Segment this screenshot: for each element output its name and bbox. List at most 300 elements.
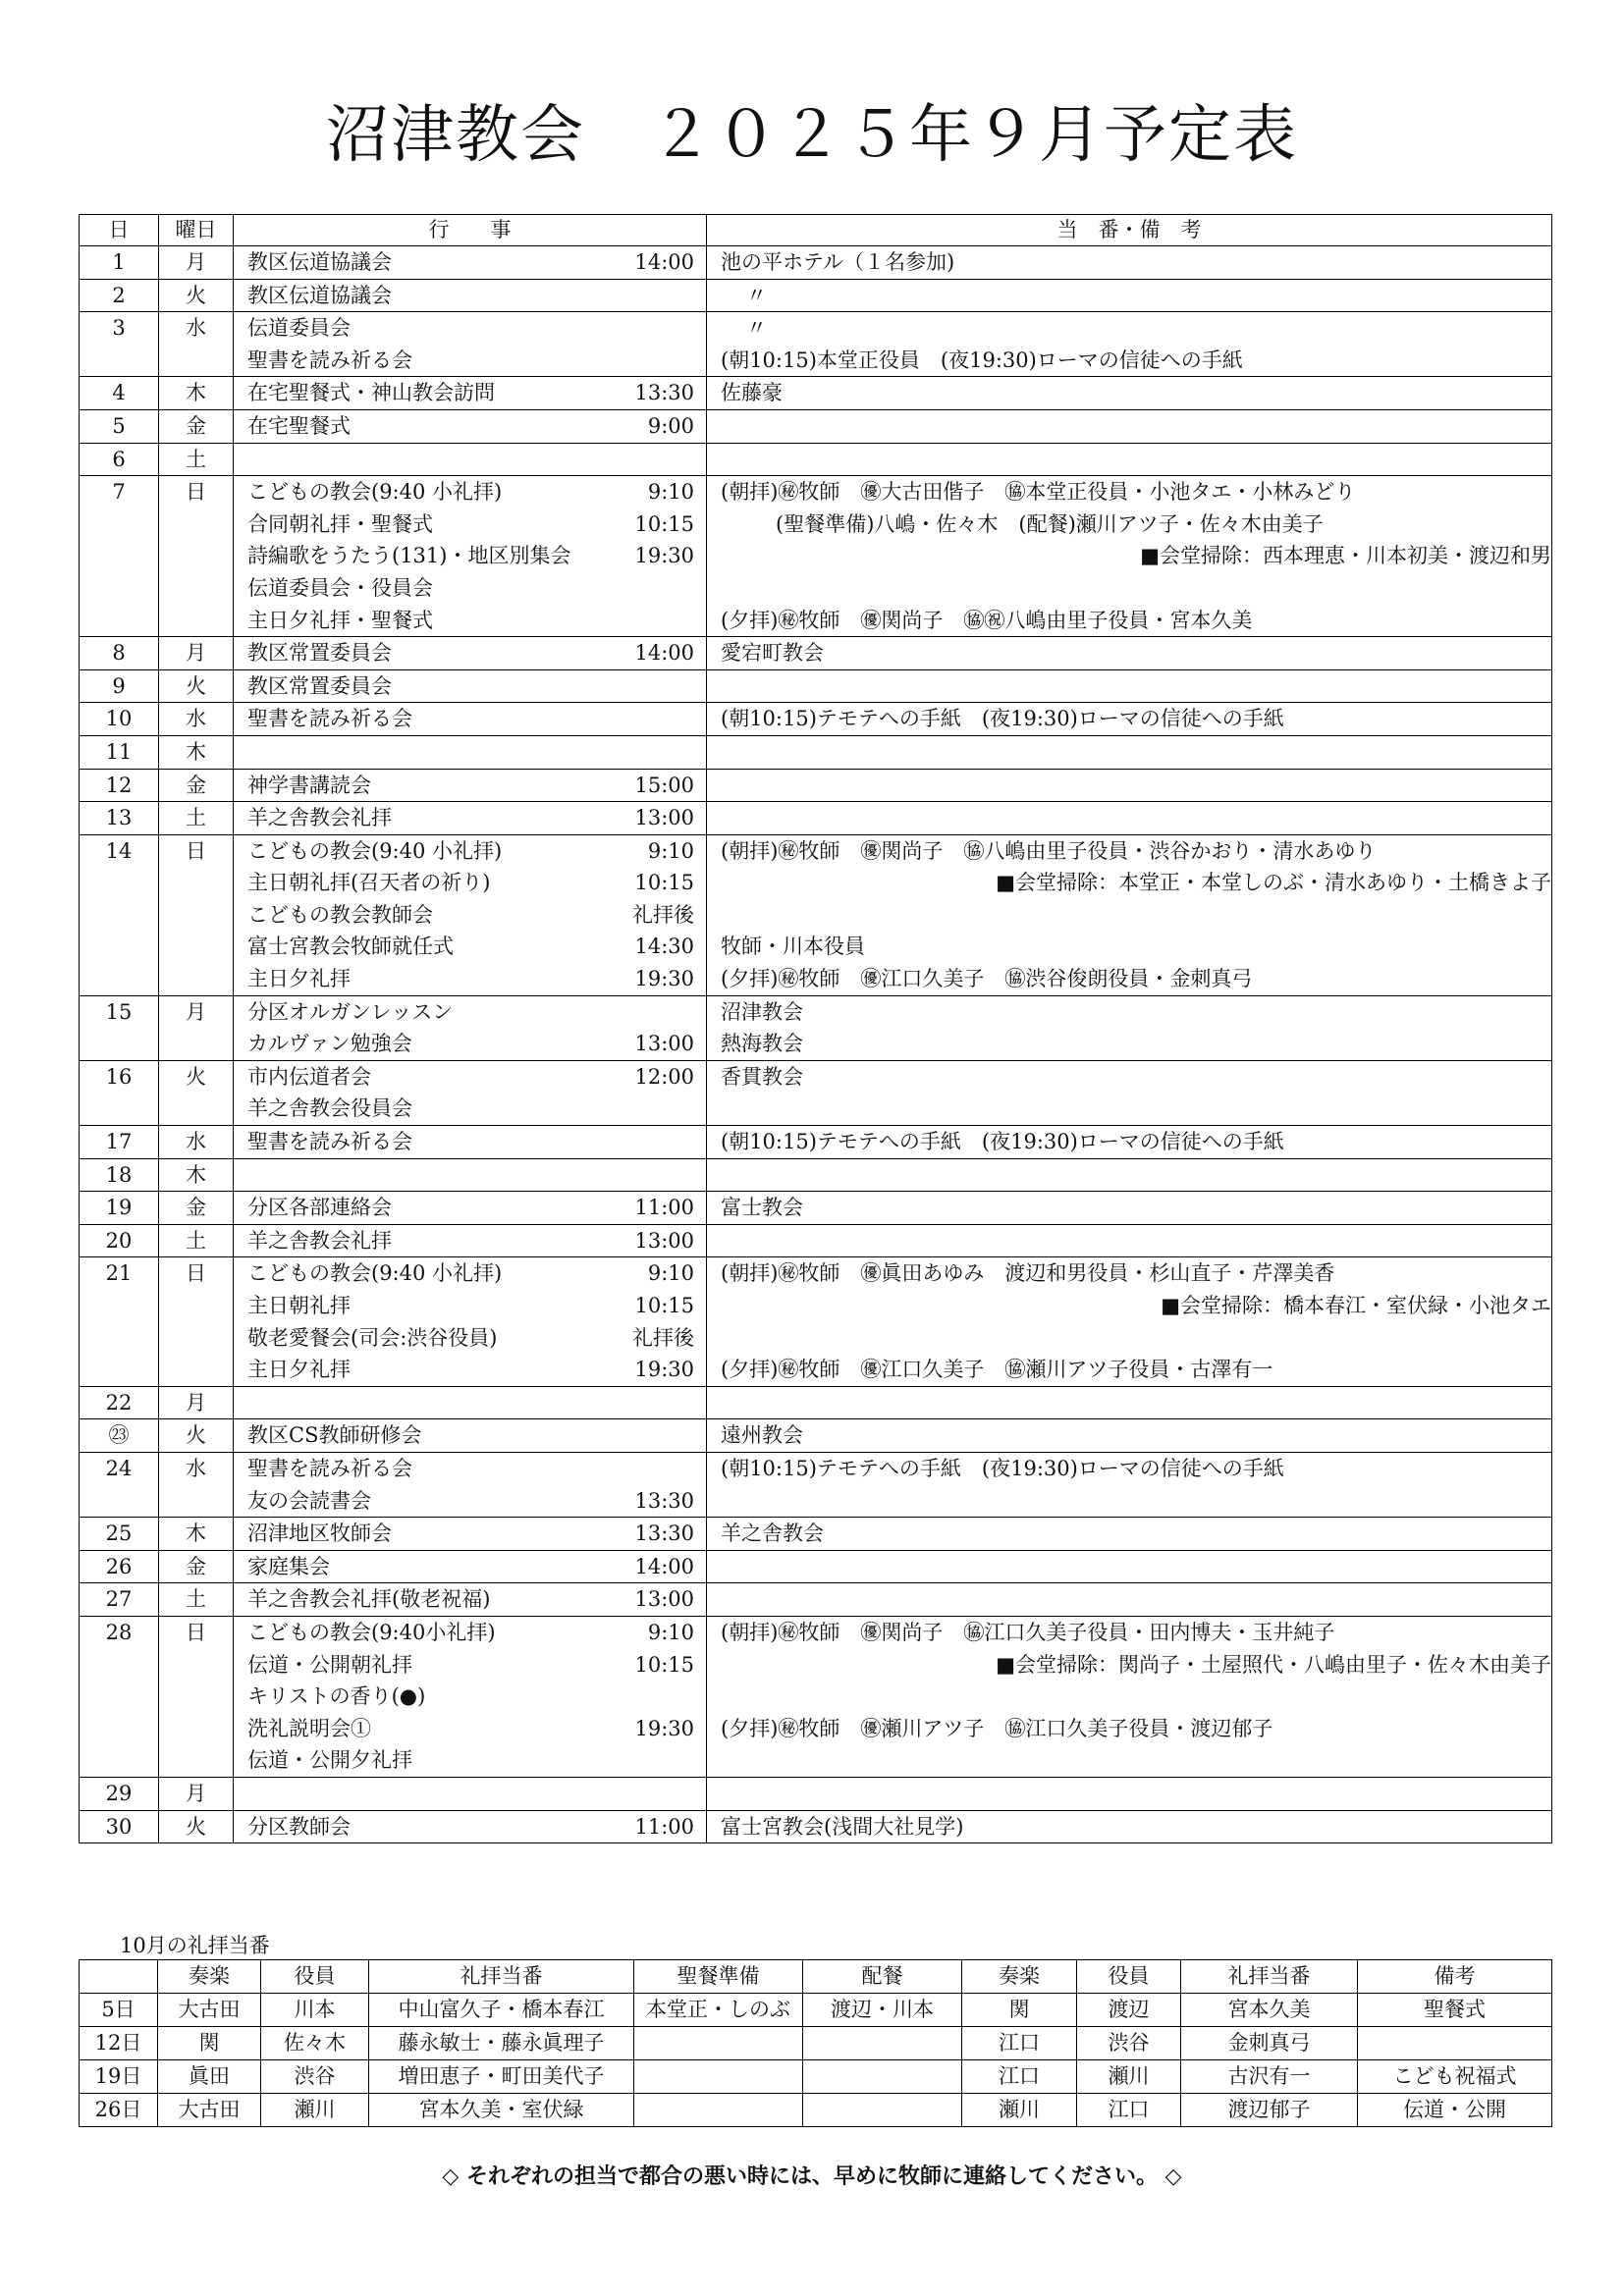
event-time: 13:00 [634,1032,694,1056]
event-line [234,377,706,409]
event-name: こどもの教会(9:40 小礼拝) [247,480,503,505]
event-name: 教区常置委員会 [247,641,392,666]
events-cell [234,1060,707,1125]
event-name: 教区CS教師研修会 [247,1423,422,1448]
schedule-row [80,1224,1552,1257]
event-time: 14:00 [634,1554,694,1578]
day-cell: 6 [80,443,159,476]
note-line: ■会堂掃除：本堂正・本堂しのぶ・清水あゆり・土橋きよ子 [996,871,1551,895]
event-time: 9:10 [647,838,694,863]
header-weekday: 曜日 [159,215,234,246]
notes-cell [707,377,1552,410]
event-line [234,1028,706,1060]
schedule-row [80,1386,1552,1419]
october-header-cell: 備考 [1358,1960,1552,1994]
day-cell: 1 [80,246,159,280]
day-cell: 27 [80,1583,159,1617]
weekday-cell: 日 [159,834,234,995]
event-line [234,996,706,1029]
event-name: 主日夕礼拝 [247,1358,351,1382]
october-cell [803,2027,962,2060]
event-line [234,770,706,802]
events-cell [234,1224,707,1257]
note-line: 〃 [746,283,767,307]
event-name: 分区教師会 [247,1814,351,1839]
event-name: 伝道・公開夕礼拝 [247,1748,412,1773]
event-line [234,508,706,541]
october-header-cell: 礼拝当番 [1181,1960,1358,1994]
schedule-row [80,443,1552,476]
october-cell: 渡辺郁子 [1181,2094,1358,2127]
event-line [234,802,706,834]
weekday-cell: 土 [159,1583,234,1617]
events-cell [234,802,707,835]
event-name: 主日夕礼拝・聖餐式 [247,608,433,632]
schedule-row [80,1158,1552,1192]
october-cell: 瀬川 [261,2094,369,2127]
note-line: (夕拝)㊙牧師 ㊝江口久美子 ㊯瀬川アツ子役員・古澤有一 [721,1358,1273,1382]
weekday-cell: 木 [159,377,234,410]
event-line [234,345,706,377]
event-line [234,1485,706,1518]
notes-cell [707,769,1552,802]
event-time: 9:10 [647,1261,694,1286]
october-cell: 大古田 [158,1994,261,2027]
note-line: 牧師・川本役員 [721,934,865,959]
event-time: 9:10 [647,480,694,505]
october-cell [1358,2027,1552,2060]
event-name: 沼津地区牧師会 [247,1522,392,1546]
events-cell [234,995,707,1060]
event-line [234,637,706,669]
event-name: 神学書講読会 [247,773,371,797]
notes-cell [707,802,1552,835]
note-line: (朝拝)㊙牧師 ㊝大古田偕子 ㊯本堂正役員・小池タエ・小林みどり [721,480,1356,505]
notes-cell [707,1419,1552,1453]
october-cell: こども祝福式 [1358,2060,1552,2094]
october-row [80,2094,1552,2127]
day-cell: 20 [80,1224,159,1257]
october-cell [634,2027,803,2060]
event-name: 羊之舎教会礼拝 [247,806,392,830]
october-cell: 瀬川 [962,2094,1077,2127]
october-cell: 佐々木 [261,2027,369,2060]
october-cell: 伝道・公開 [1358,2094,1552,2127]
event-name: 伝道委員会・役員会 [247,575,433,600]
october-cell: 渋谷 [261,2060,369,2094]
day-cell: 19 [80,1192,159,1225]
note-line: 富士宮教会(浅間大社見学) [721,1814,964,1839]
event-line [234,1551,706,1583]
notes-cell [707,834,1552,995]
event-name: 洗礼説明会① [247,1716,371,1740]
event-time: 19:30 [634,1358,694,1382]
event-line [234,312,706,345]
notes-cell [707,1777,1552,1810]
day-cell: 9 [80,669,159,703]
event-name: 分区オルガンレッスン [247,999,454,1024]
weekday-cell: 木 [159,1518,234,1551]
october-cell: 関 [158,2027,261,2060]
day-cell: 24 [80,1452,159,1517]
notes-cell [707,409,1552,443]
event-line [234,1518,706,1550]
event-time: 10:15 [634,871,694,895]
schedule-row [80,769,1552,802]
october-cell: 関 [962,1994,1077,2027]
notes-cell [707,246,1552,280]
october-cell: 川本 [261,1994,369,2027]
day-cell: 5 [80,409,159,443]
day-cell: ㉓ [80,1419,159,1453]
october-header-cell: 役員 [261,1960,369,1994]
day-cell: 2 [80,279,159,312]
notes-cell [707,703,1552,736]
event-line [234,867,706,899]
weekday-cell: 木 [159,1158,234,1192]
note-line: 〃 [746,316,767,341]
events-cell [234,735,707,769]
events-cell [234,443,707,476]
note-line: 香貫教会 [721,1064,803,1089]
day-cell: 30 [80,1810,159,1843]
event-name: 聖書を読み祈る会 [247,1456,412,1480]
schedule-row [80,1550,1552,1583]
events-cell [234,1810,707,1843]
event-line [234,1811,706,1843]
note-line: (朝10:15)テモテへの手紙 (夜19:30)ローマの信徒への手紙 [721,707,1284,731]
event-line [234,835,706,868]
day-cell: 12 [80,769,159,802]
note-line [707,899,1551,932]
note-line: (夕拝)㊙牧師 ㊝江口久美子 ㊯渋谷俊朗役員・金刺真弓 [721,967,1253,991]
note-line [707,1322,1551,1355]
event-name: 伝道・公開朝礼拝 [247,1652,412,1677]
event-name: 分区各部連絡会 [247,1196,392,1220]
event-line [234,1419,706,1452]
event-time: 13:00 [634,1587,694,1612]
weekday-cell: 土 [159,443,234,476]
schedule-row [80,1192,1552,1225]
schedule-body [80,246,1552,1843]
october-cell [803,2060,962,2094]
events-cell [234,377,707,410]
weekday-cell: 水 [159,312,234,377]
events-cell [234,703,707,736]
october-cell: 本堂正・しのぶ [634,1994,803,2027]
event-line [234,1126,706,1158]
weekday-cell: 月 [159,995,234,1060]
note-line: 羊之舎教会 [721,1522,824,1546]
schedule-row [80,1419,1552,1453]
note-line: 遠州教会 [721,1423,803,1448]
day-cell: 17 [80,1126,159,1159]
notes-cell [707,1257,1552,1386]
october-cell: 江口 [962,2060,1077,2094]
event-name: 友の会読書会 [247,1488,371,1513]
note-line: (朝拝)㊙牧師 ㊝関尚子 ㊯江口久美子役員・田内博夫・玉井純子 [721,1620,1335,1644]
event-name: 主日朝礼拝 [247,1294,351,1317]
notes-cell [707,279,1552,312]
notes-cell [707,1386,1552,1419]
event-time: 11:00 [634,1814,694,1839]
event-line [234,1453,706,1485]
events-cell [234,312,707,377]
weekday-cell: 水 [159,703,234,736]
event-name: 教区伝道協議会 [247,283,392,307]
october-header-cell: 礼拝当番 [369,1960,634,1994]
notes-cell [707,1583,1552,1617]
events-cell [234,1550,707,1583]
event-name: 聖書を読み祈る会 [247,707,412,731]
weekday-cell: 日 [159,1616,234,1777]
event-time: 礼拝後 [632,902,694,927]
october-cell [634,2094,803,2127]
schedule-row [80,637,1552,670]
october-header-cell: 役員 [1077,1960,1181,1994]
october-cell: 瀬川 [1077,2060,1181,2094]
event-line [234,899,706,932]
schedule-row [80,1452,1552,1517]
weekday-cell: 月 [159,637,234,670]
event-name: こどもの教会(9:40小礼拝) [247,1620,496,1644]
schedule-row [80,1777,1552,1810]
october-cell: 大古田 [158,2094,261,2127]
event-line [234,1744,706,1777]
event-line [234,476,706,508]
event-line [234,1290,706,1322]
weekday-cell: 火 [159,1419,234,1453]
schedule-row [80,1810,1552,1843]
event-time: 13:30 [634,1488,694,1513]
day-cell: 4 [80,377,159,410]
day-cell: 29 [80,1777,159,1810]
weekday-cell: 月 [159,1777,234,1810]
october-cell: 中山富久子・橋本春江 [369,1994,634,2027]
october-cell: 渡辺 [1077,1994,1181,2027]
note-line: (朝10:15)テモテへの手紙 (夜19:30)ローマの信徒への手紙 [721,1130,1284,1154]
note-line: (朝10:15)本堂正役員 (夜19:30)ローマの信徒への手紙 [721,347,1243,372]
weekday-cell: 月 [159,1386,234,1419]
day-cell: 13 [80,802,159,835]
weekday-cell: 土 [159,1224,234,1257]
note-line: (夕拝)㊙牧師 ㊝瀬川アツ子 ㊯江口久美子役員・渡辺郁子 [721,1716,1273,1740]
october-cell [634,2060,803,2094]
october-cell: 5日 [80,1994,158,2027]
october-cell [803,2094,962,2127]
day-cell: 25 [80,1518,159,1551]
notes-cell [707,476,1552,637]
event-time: 13:00 [634,806,694,830]
event-time: 15:00 [634,773,694,797]
october-cell: 26日 [80,2094,158,2127]
events-cell [234,1126,707,1159]
footer-note: ◇ それぞれの担当で都合の悪い時には、早めに牧師に連絡してください。 ◇ [442,2164,1182,2189]
note-line [707,572,1551,605]
weekday-cell: 水 [159,1452,234,1517]
event-name: 教区常置委員会 [247,673,392,698]
events-cell [234,409,707,443]
events-cell [234,834,707,995]
event-line [234,410,706,443]
schedule-row [80,409,1552,443]
schedule-row [80,834,1552,995]
notes-cell [707,1518,1552,1551]
event-line [234,1061,706,1094]
notes-cell [707,1810,1552,1843]
day-cell: 16 [80,1060,159,1125]
october-cell: 江口 [962,2027,1077,2060]
events-cell [234,637,707,670]
notes-cell [707,1060,1552,1125]
october-cell: 宮本久美・室伏緑 [369,2094,634,2127]
event-name: 詩編歌をうたう(131)・地区別集会 [247,544,571,568]
event-name: こどもの教会(9:40 小礼拝) [247,838,503,863]
note-line: (聖餐準備)八嶋・佐々木 (配餐)瀬川アツ子・佐々木由美子 [776,511,1324,536]
notes-cell [707,1616,1552,1777]
schedule-row [80,1060,1552,1125]
note-line: 富士教会 [721,1196,803,1220]
event-line [234,1617,706,1649]
day-cell: 3 [80,312,159,377]
weekday-cell: 木 [159,735,234,769]
notes-cell [707,312,1552,377]
events-cell [234,669,707,703]
note-line: (朝拝)㊙牧師 ㊝関尚子 ㊯八嶋由里子役員・渋谷かおり・清水あゆり [721,838,1377,863]
note-line: 池の平ホテル（１名参加) [721,250,955,274]
october-cell: 古沢有一 [1181,2060,1358,2094]
events-cell [234,1777,707,1810]
note-line [707,1681,1551,1713]
event-name: 市内伝道者会 [247,1064,371,1089]
weekday-cell: 金 [159,1550,234,1583]
event-time: 13:30 [634,1522,694,1546]
note-line: 愛宕町教会 [721,641,824,666]
event-name: カルヴァン勉強会 [247,1032,412,1056]
event-line [234,572,706,605]
october-cell: 渋谷 [1077,2027,1181,2060]
event-name: 在宅聖餐式・神山教会訪問 [247,381,495,405]
note-line: 熱海教会 [721,1032,803,1056]
schedule-row [80,1583,1552,1617]
events-cell [234,1583,707,1617]
event-time: 礼拝後 [632,1325,694,1350]
weekday-cell: 火 [159,1810,234,1843]
weekday-cell: 土 [159,802,234,835]
schedule-row [80,476,1552,637]
note-line: ■会堂掃除：橋本春江・室伏緑・小池タエ [1161,1294,1551,1317]
schedule-row [80,279,1552,312]
notes-cell [707,637,1552,670]
event-line [234,1225,706,1257]
notes-cell [707,1192,1552,1225]
event-time: 19:30 [634,1716,694,1740]
october-cell: 宮本久美 [1181,1994,1358,2027]
header-notes: 当 番・備 考 [707,215,1552,246]
events-cell [234,1419,707,1453]
event-line [234,1257,706,1290]
event-name: 羊之舎教会礼拝(敬老祝福) [247,1587,491,1612]
notes-cell [707,443,1552,476]
october-cell: 聖餐式 [1358,1994,1552,2027]
weekday-cell: 金 [159,769,234,802]
event-time: 14:00 [634,641,694,666]
event-time: 10:15 [634,1294,694,1317]
october-duty-table [79,1959,1552,2127]
schedule-row [80,735,1552,769]
event-line [234,703,706,735]
schedule-row [80,377,1552,410]
event-time: 14:30 [634,934,694,959]
event-name: 羊之舎教会礼拝 [247,1228,392,1253]
page-title: 沼津教会 ２０２５年９月予定表 [326,99,1298,172]
october-header-cell: 配餐 [803,1960,962,1994]
event-line [234,670,706,703]
notes-cell [707,995,1552,1060]
weekday-cell: 水 [159,1126,234,1159]
schedule-header-row [80,215,1552,246]
event-name: 伝道委員会 [247,316,351,341]
event-time: 10:15 [634,1652,694,1677]
event-time: 19:30 [634,544,694,568]
note-line: (朝10:15)テモテへの手紙 (夜19:30)ローマの信徒への手紙 [721,1456,1284,1480]
october-header-cell: 聖餐準備 [634,1960,803,1994]
event-line [234,931,706,963]
weekday-cell: 日 [159,1257,234,1386]
event-line [234,1093,706,1125]
event-time: 14:00 [634,250,694,274]
events-cell [234,1192,707,1225]
october-row [80,2027,1552,2060]
event-time: 9:10 [647,1620,694,1644]
weekday-cell: 火 [159,279,234,312]
october-cell: 金刺真弓 [1181,2027,1358,2060]
schedule-row [80,1257,1552,1386]
events-cell [234,1158,707,1192]
notes-cell [707,669,1552,703]
day-cell: 8 [80,637,159,670]
october-cell: 江口 [1077,2094,1181,2127]
event-time: 11:00 [634,1196,694,1220]
event-name: 羊之舎教会役員会 [247,1096,412,1121]
events-cell [234,1257,707,1386]
event-line [234,1713,706,1745]
day-cell: 28 [80,1616,159,1777]
event-name: 敬老愛餐会(司会:渋谷役員) [247,1325,498,1350]
day-cell: 11 [80,735,159,769]
october-header-row [80,1960,1552,1994]
event-name: 聖書を読み祈る会 [247,347,412,372]
event-line [234,1354,706,1386]
october-header-cell: 奏楽 [962,1960,1077,1994]
note-line: ■会堂掃除：関尚子・土屋照代・八嶋由里子・佐々木由美子 [996,1652,1551,1677]
weekday-cell: 月 [159,246,234,280]
event-name: 主日朝礼拝(召天者の祈り) [247,871,491,895]
october-cell: 藤永敏士・藤永眞理子 [369,2027,634,2060]
day-cell: 7 [80,476,159,637]
weekday-cell: 金 [159,1192,234,1225]
schedule-row [80,1616,1552,1777]
day-cell: 21 [80,1257,159,1386]
event-name: こどもの教会教師会 [247,902,433,927]
event-line [234,1192,706,1224]
event-time: 10:15 [634,511,694,536]
schedule-row [80,995,1552,1060]
notes-cell [707,1224,1552,1257]
event-name: 家庭集会 [247,1554,330,1578]
event-name: キリストの香り(●) [247,1684,426,1709]
events-cell [234,279,707,312]
